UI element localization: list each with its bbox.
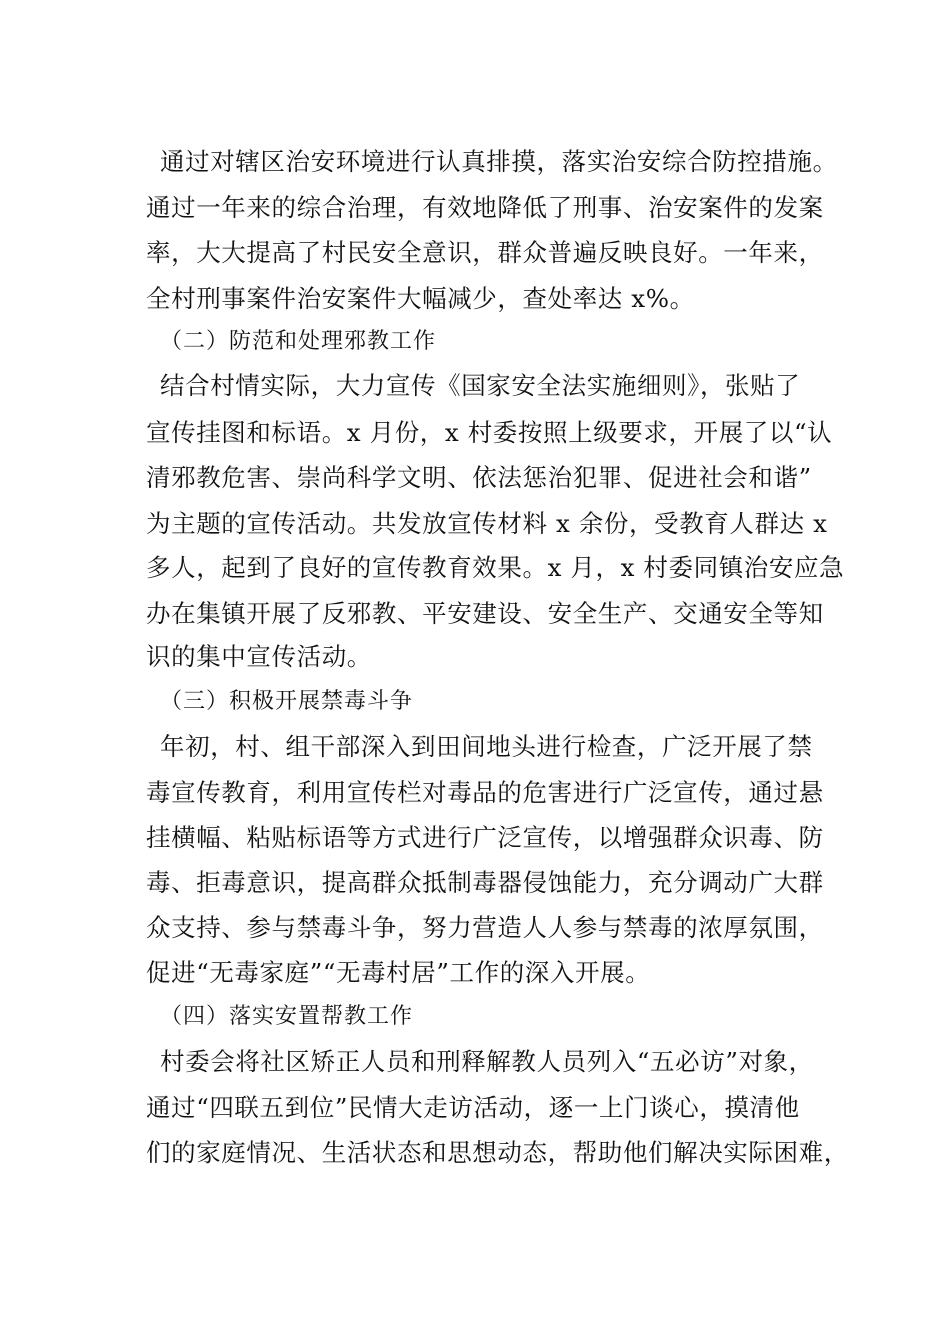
paragraph-line: 们的家庭情况、生活状态和思想动态，帮助他们解决实际困难， bbox=[146, 1138, 849, 1167]
paragraph-line: 年初，村、组干部深入到田间地头进行检查，广泛开展了禁 bbox=[160, 732, 813, 761]
paragraph-line: 结合村情实际，大力宣传《国家安全法实施细则》，张贴了 bbox=[160, 371, 801, 400]
paragraph-line: 通过对辖区治安环境进行认真排摸，落实治安综合防控措施。 bbox=[160, 147, 838, 176]
paragraph-line: 清邪教危害、崇尚科学文明、依法惩治犯罪、促进社会和谐” bbox=[146, 463, 812, 492]
paragraph-line: 宣传挂图和标语。x 月份，x 村委按照上级要求，开展了以“认 bbox=[146, 418, 833, 447]
paragraph-line: 众支持、参与禁毒斗争，努力营造人人参与禁毒的浓厚氛围， bbox=[146, 913, 824, 942]
paragraph-line: 率，大大提高了村民安全意识，群众普遍反映良好。一年来， bbox=[146, 238, 824, 267]
paragraph-line: 全村刑事案件治安案件大幅减少，查处率达 x%。 bbox=[146, 284, 695, 313]
paragraph-line: 毒宣传教育，利用宣传栏对毒品的危害进行广泛宣传，通过悬 bbox=[146, 778, 824, 807]
paragraph-line: 挂横幅、粘贴标语等方式进行广泛宣传，以增强群众识毒、防 bbox=[146, 823, 824, 852]
paragraph-line: 办在集镇开展了反邪教、平安建设、安全生产、交通安全等知 bbox=[146, 599, 824, 628]
paragraph-line: 识的集中宣传活动。 bbox=[146, 642, 372, 671]
paragraph-line: 促进“无毒家庭”“无毒村居”工作的深入开展。 bbox=[146, 958, 651, 987]
paragraph-line: 通过一年来的综合治理，有效地降低了刑事、治安案件的发案 bbox=[146, 193, 824, 222]
paragraph-line: 村委会将社区矫正人员和刑释解教人员列入“五必访”对象， bbox=[160, 1047, 814, 1076]
paragraph-line: 毒、拒毒意识，提高群众抵制毒器侵蚀能力，充分调动广大群 bbox=[146, 868, 824, 897]
paragraph-line: 通过“四联五到位”民情大走访活动，逐一上门谈心，摸清他 bbox=[146, 1093, 800, 1122]
section-heading: （四）落实安置帮教工作 bbox=[160, 1004, 414, 1029]
section-heading: （二）防范和处理邪教工作 bbox=[160, 329, 437, 354]
paragraph-line: 多人，起到了良好的宣传教育效果。x 月，x 村委同镇治安应急 bbox=[146, 553, 845, 582]
paragraph-line: 为主题的宣传活动。共发放宣传材料 x 余份，受教育人群达 x bbox=[146, 509, 828, 538]
section-heading: （三）积极开展禁毒斗争 bbox=[160, 689, 414, 714]
